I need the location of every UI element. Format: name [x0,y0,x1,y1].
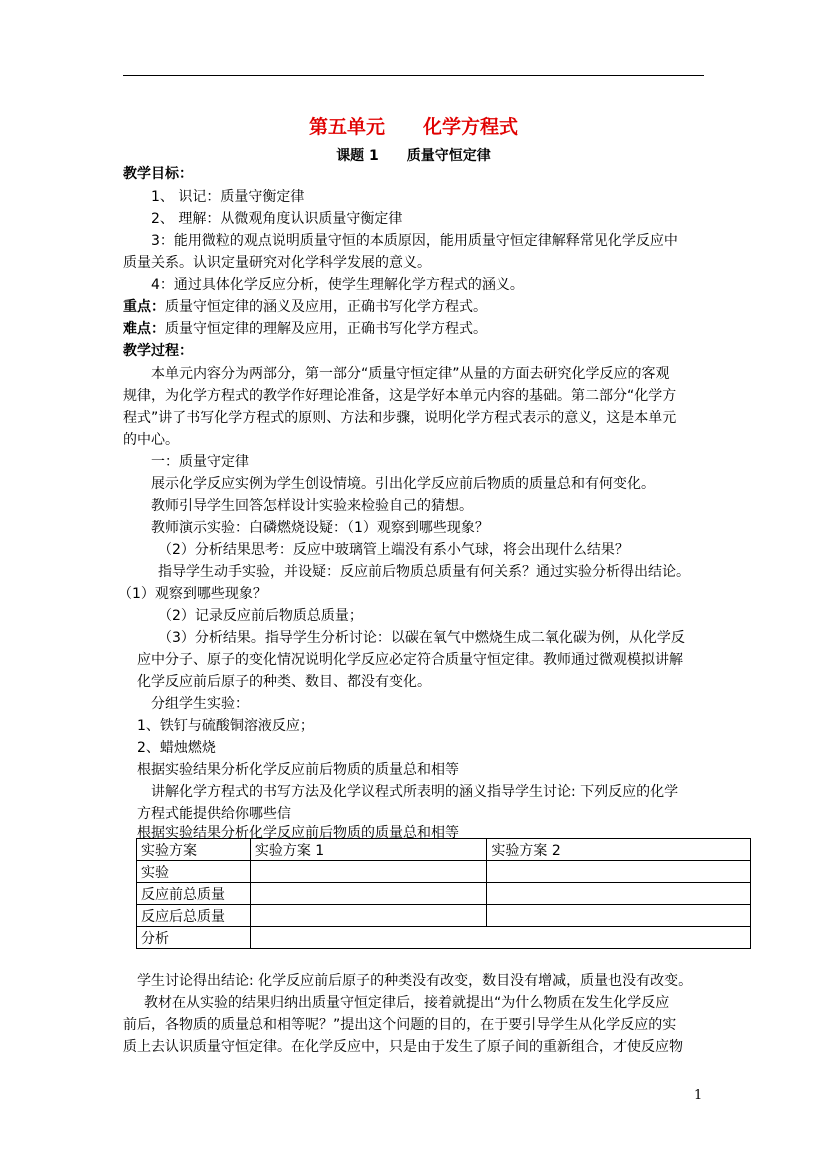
process-line: 根据实验结果分析化学反应前后物质的质量总和相等 [137,762,459,778]
process-line: 一：质量守定律 [151,454,249,470]
process-line: （2）记录反应前后物质总质量； [158,608,363,624]
goal-item: 1、 识记：质量守衡定律 [151,189,305,205]
process-line: 指导学生动手实验，并设疑：反应前后物质总质量有何关系？通过实验分析得出结论。 [158,564,690,580]
table-header-cell: 实验方案 2 [487,839,751,861]
key-point [123,296,487,318]
conclusion-line: 学生讨论得出结论: 化学反应前后原子的种类没有改变，数目没有增减，质量也没有改变。 [137,973,693,989]
table-cell [250,861,487,883]
table-row-label: 实验 [137,861,251,883]
table-cell [250,905,487,927]
process-line: 应中分子、原子的变化情况说明化学反应必定符合质量守恒定律。教师通过微观模拟讲解 [137,652,683,668]
table-row [137,927,751,949]
table-row [137,883,751,905]
goal-item: 2、 理解：从微观角度认识质量守衡定律 [151,211,403,227]
table-cell [250,883,487,905]
table-cell [487,905,751,927]
difficulty-text: 质量守恒定律的理解及应用，正确书写化学方程式。 [165,321,487,337]
process-line: 展示化学反应实例为学生创设情境。引出化学反应前后物质的质量总和有何变化。 [151,476,655,492]
goal-item: 4：通过具体化学反应分析，使学生理解化学方程式的涵义。 [151,277,524,293]
process-line: （3）分析结果。指导学生分析讨论：以碳在氧气中燃烧生成二氧化碳为例，从化学反 [158,630,685,646]
process-line: 化学反应前后原子的种类、数目、都没有变化。 [137,674,431,690]
key-text: 质量守恒定律的涵义及应用，正确书写化学方程式。 [165,299,487,315]
process-line: 方程式能提供给你哪些信 [137,806,291,822]
process-line: 本单元内容分为两部分，第一部分“质量守恒定律”从量的方面去研究化学反应的客观 [151,366,670,382]
goal-item: 3：能用微粒的观点说明质量守恒的本质原因，能用质量守恒定律解释常见化学反应中 [151,233,678,249]
process-line: 程式”讲了书写化学方程式的原则、方法和步骤，说明化学方程式表示的意义，这是本单元 [123,410,677,426]
conclusion-line: 质上去认识质量守恒定律。在化学反应中，只是由于发生了原子间的重新组合，才使反应物 [123,1039,683,1055]
experiment-table [136,838,751,949]
table-row-label: 反应后总质量 [137,905,251,927]
table-cell [487,883,751,905]
process-line: 2、蜡烛燃烧 [137,740,216,756]
table-header-cell: 实验方案 1 [250,839,487,861]
header-rule [123,75,704,76]
process-line: 讲解化学方程式的书写方法及化学议程式所表明的涵义指导学生讨论: 下列反应的化学 [151,784,679,800]
conclusion-line: 前后，各物质的质量总和相等呢？”提出这个问题的目的，在于要引导学生从化学反应的实 [123,1017,677,1033]
table-header-cell: 实验方案 [137,839,251,861]
difficulty-label: 难点： [123,321,165,337]
table-row [137,861,751,883]
table-cell [487,861,751,883]
key-label: 重点： [123,299,165,315]
table-cell [250,927,750,949]
conclusion-line: 教材在从实验的结果归纳出质量守恒定律后，接着就提出“为什么物质在发生化学反应 [144,995,670,1011]
lesson-subtitle: 课题 1 质量守恒定律 [336,148,491,164]
goal-item: 质量关系。认识定量研究对化学科学发展的意义。 [123,255,431,271]
page-number: 1 [694,1088,703,1103]
process-line: （1）观察到哪些现象？ [118,586,267,602]
process-line: （2）分析结果思考：反应中玻璃管上端没有系小气球，将会出现什么结果？ [158,542,629,558]
table-row-label: 分析 [137,927,251,949]
process-line: 分组学生实验： [151,696,249,712]
process-line: 教师演示实验：白磷燃烧设疑：（1）观察到哪些现象？ [151,520,489,536]
table-row-label: 反应前总质量 [137,883,251,905]
table-header-row [137,839,751,861]
difficult-point [123,318,487,340]
goals-heading: 教学目标： [123,166,193,182]
process-line: 根据实验结果分析化学反应前后物质的质量总和相等 [137,825,459,841]
process-heading: 教学过程： [123,343,193,359]
table-row [137,905,751,927]
process-line: 教师引导学生回答怎样设计实验来检验自己的猜想。 [151,498,473,514]
process-line: 1、铁钉与硫酸铜溶液反应； [137,718,314,734]
process-line: 规律，为化学方程式的教学作好理论准备，这是学好本单元内容的基础。第二部分“化学方 [123,388,677,404]
unit-title: 第五单元 化学方程式 [308,116,518,138]
process-line: 的中心。 [123,432,179,448]
